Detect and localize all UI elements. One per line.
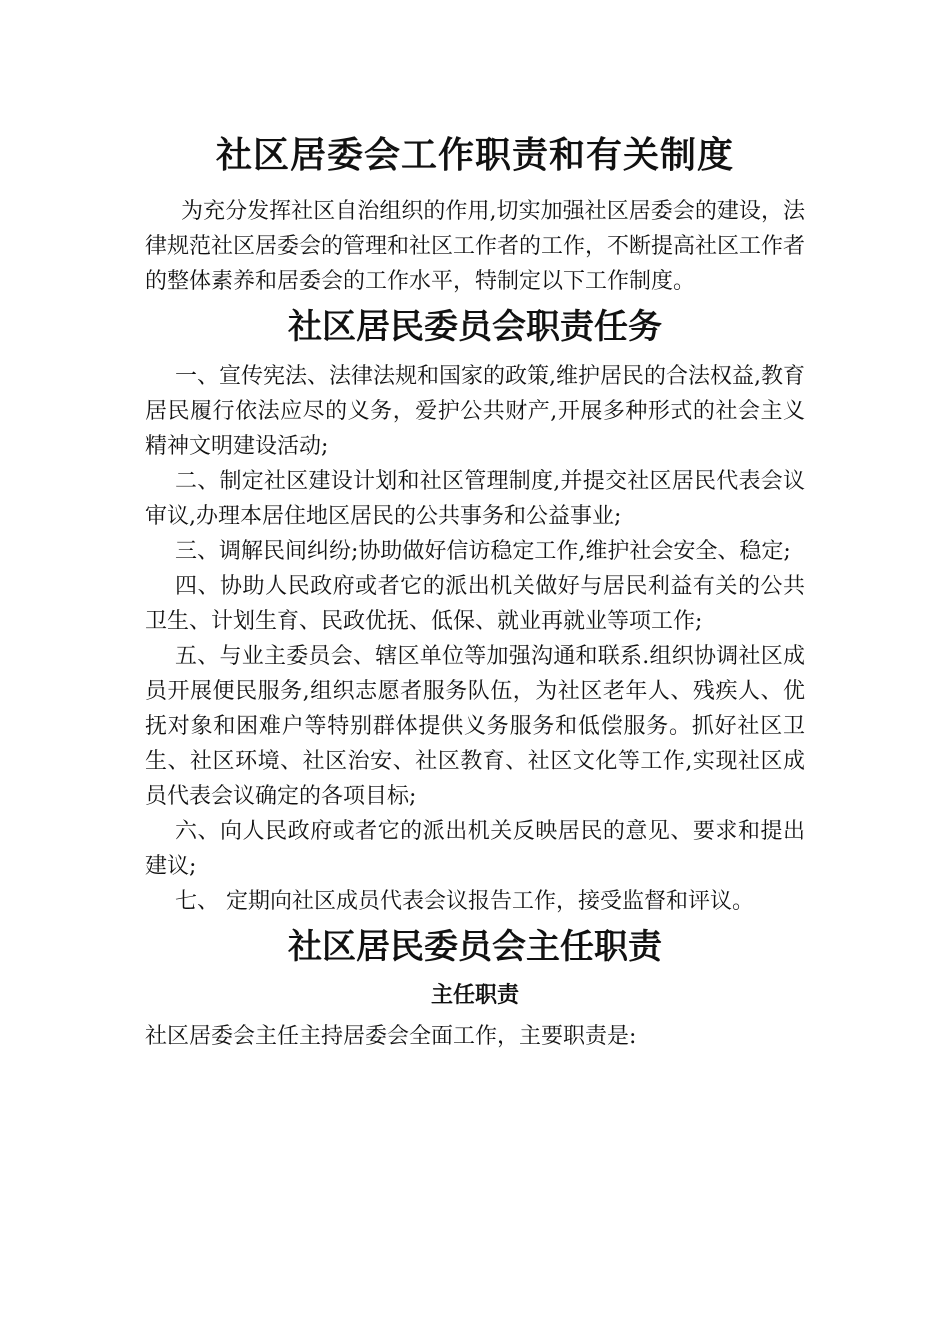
duty-item-6: 六、向人民政府或者它的派出机关反映居民的意见、要求和提出建议; [145, 819, 805, 879]
section-title-duties: 社区居民委员会职责任务 [288, 307, 662, 347]
duty-item-1: 一、宣传宪法、法律法规和国家的政策,维护居民的合法权益,教育居民履行依法应尽的义务，爱护公共财产,开展多种形式的社会主义精神文明建设活动; [145, 364, 805, 459]
duty-item-7: 七、 定期向社区成员代表会议报告工作，接受监督和评议。 [175, 889, 754, 914]
duty-item-2: 二、制定社区建设计划和社区管理制度,并提交社区居民代表会议审议,办理本居住地区居民的公共事务和公益事业; [145, 469, 805, 529]
duty-item-5: 五、与业主委员会、辖区单位等加强沟通和联系.组织协调社区成员开展便民服务,组织志愿者服务队伍，为社区老年人、残疾人、优抚对象和困难户等特别群体提供义务服务和低偿服务。抓好社区卫生、社区环境、社区治安、社区教育、社区文化等工作,实现社区成员代表会议确定的各项目标; [145, 644, 805, 809]
subsection-title-director-duties: 主任职责 [430, 983, 519, 1008]
duty-item-3: 三、调解民间纠纷;协助做好信访稳定工作,维护社会安全、稳定; [175, 539, 791, 564]
section-title-director: 社区居民委员会主任职责 [288, 927, 662, 967]
intro-paragraph: 为充分发挥社区自治组织的作用,切实加强社区居委会的建设，法律规范社区居委会的管理和社区工作者的工作，不断提高社区工作者的整体素养和居委会的工作水平，特制定以下工作制度。 [145, 199, 806, 294]
document-title: 社区居委会工作职责和有关制度 [215, 135, 734, 176]
director-duties-text: 社区居委会主任主持居委会全面工作，主要职责是: [145, 1024, 637, 1049]
duty-item-4: 四、协助人民政府或者它的派出机关做好与居民利益有关的公共卫生、计划生育、民政优抚、低保、就业再就业等项工作; [145, 574, 805, 634]
document-page [145, 120, 805, 1054]
duties-list [145, 359, 805, 919]
